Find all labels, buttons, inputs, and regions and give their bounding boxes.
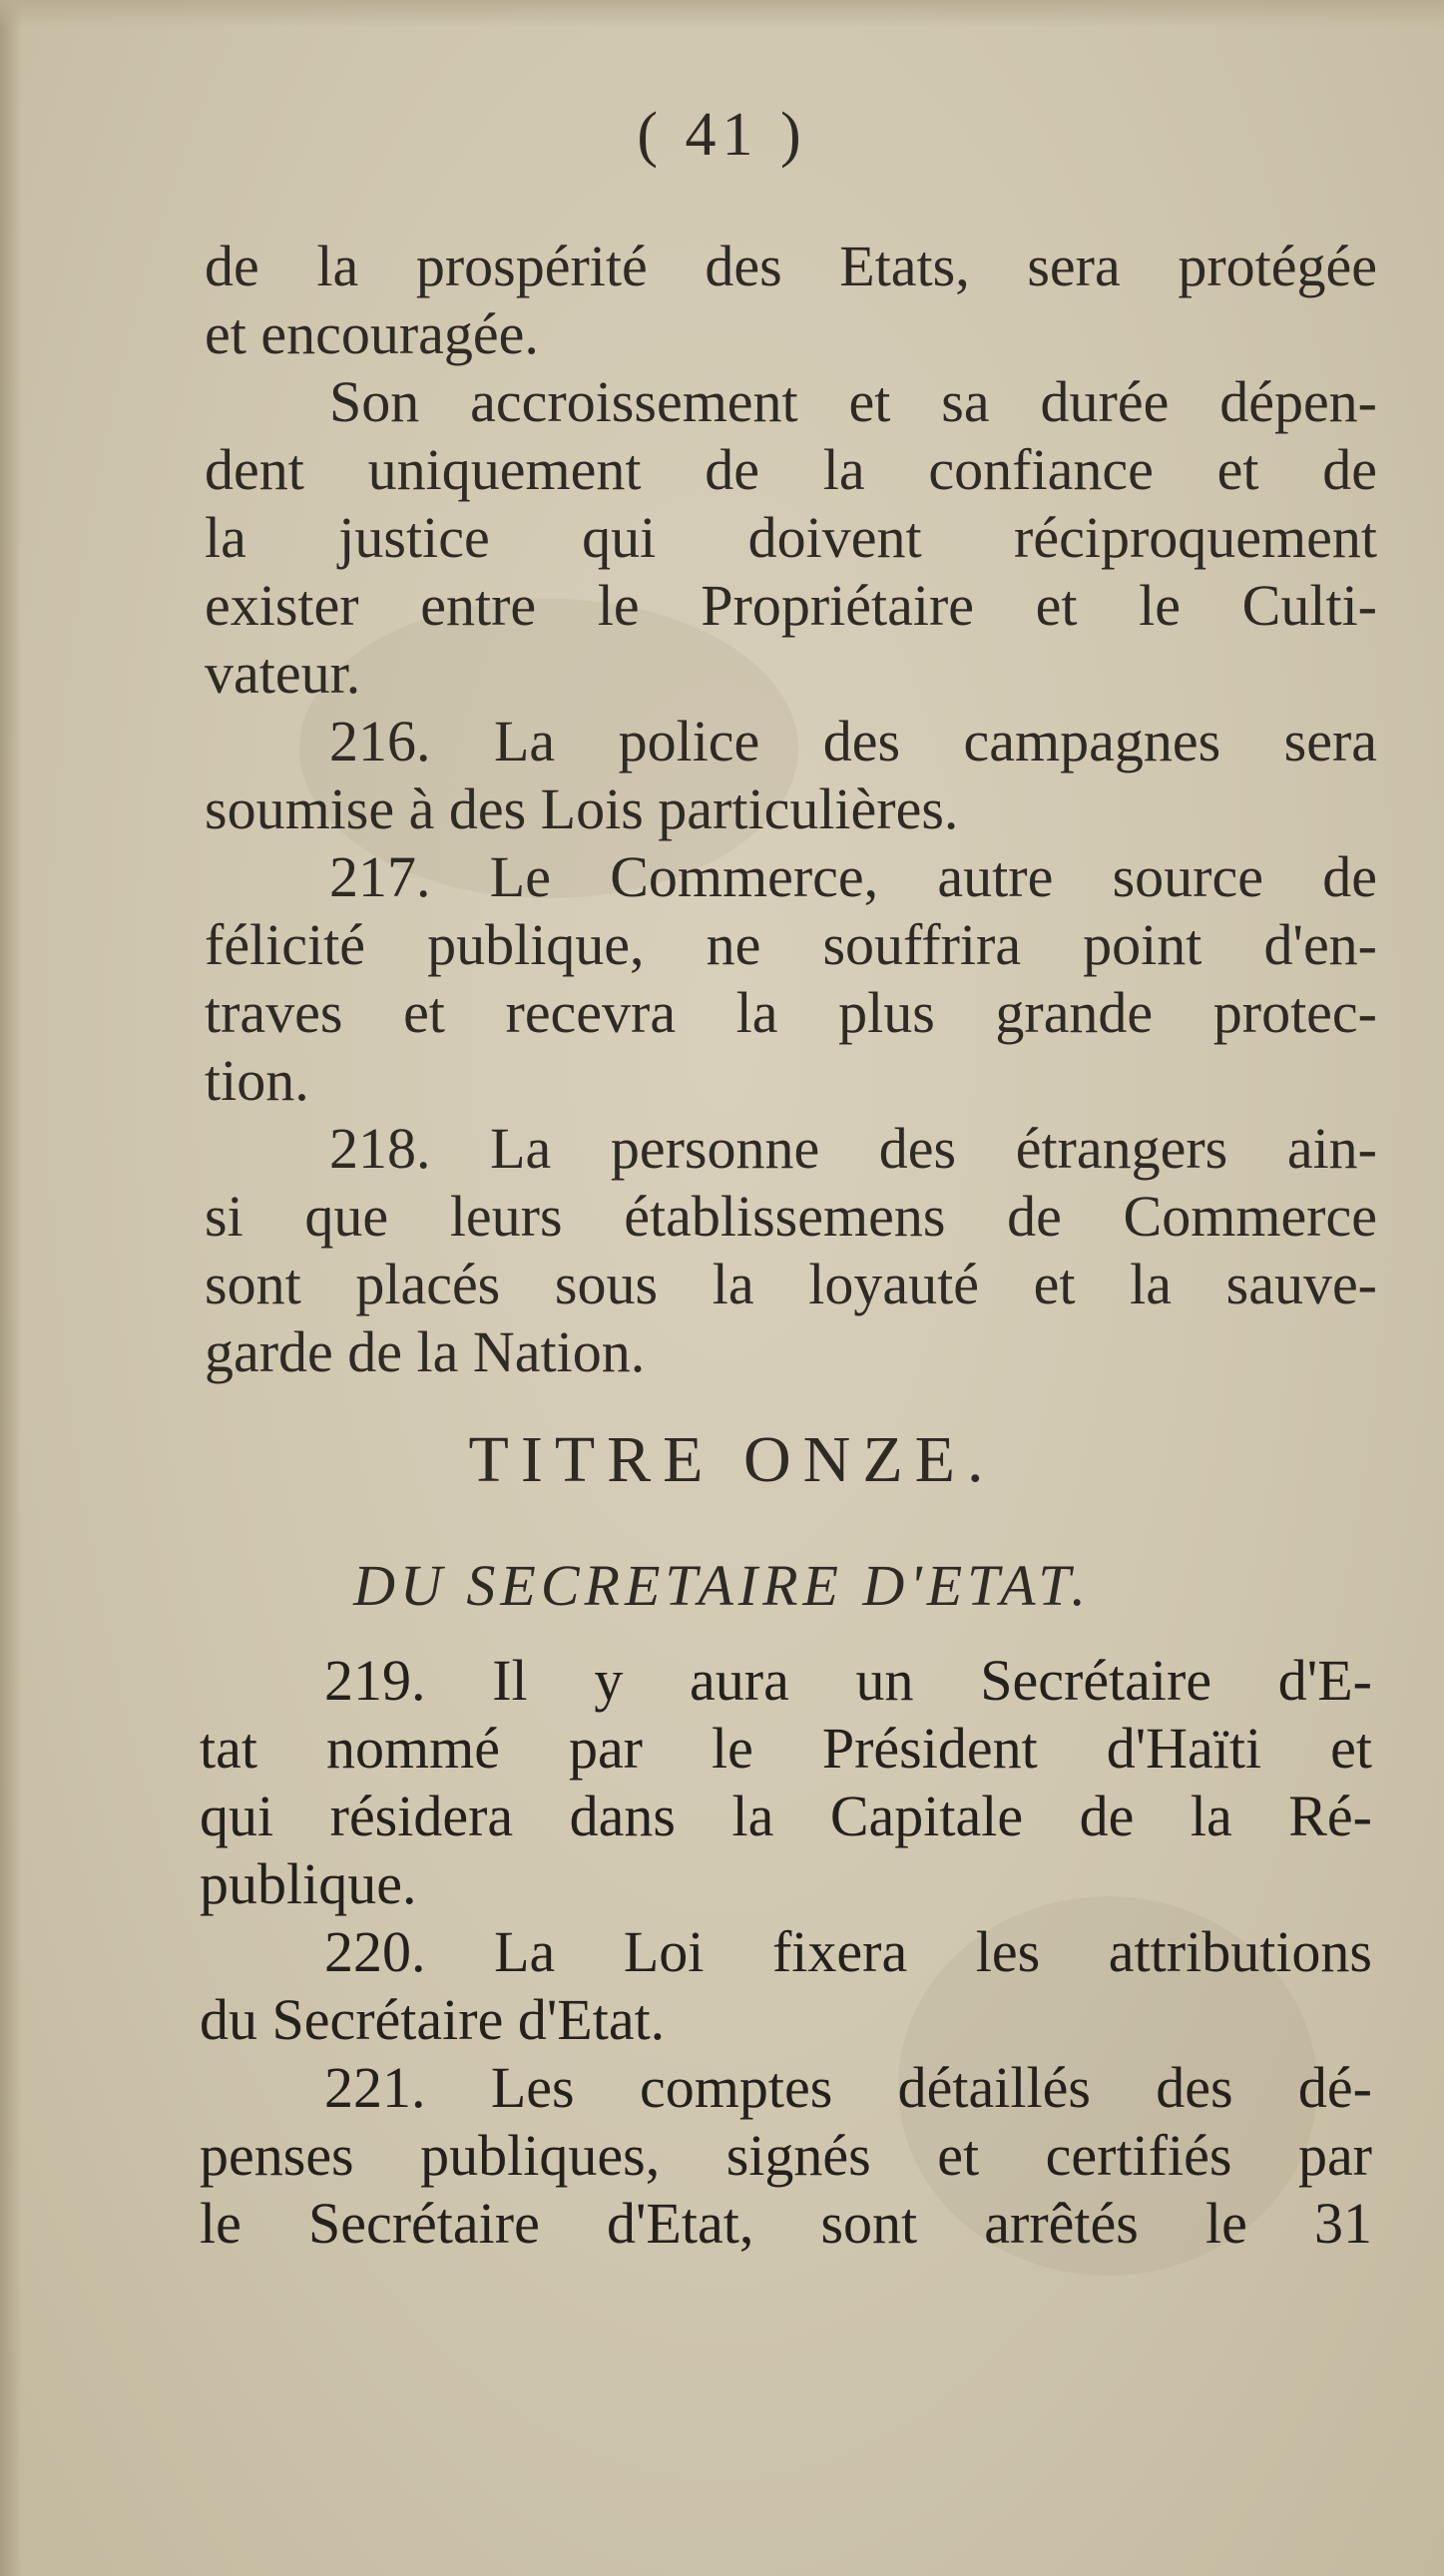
text-line: garde de la Nation.	[205, 1319, 646, 1384]
section-text	[200, 1647, 1372, 2258]
article-217-line: 217. Le Commerce, autre source de	[329, 844, 1377, 909]
text-line: de la prospérité des Etats, sera protégée	[205, 234, 1377, 298]
section-title: TITRE ONZE.	[468, 1423, 996, 1496]
text-line: félicité publique, ne souffrira point d'en-	[205, 912, 1377, 977]
text-line: soumise à des Lois particulières.	[205, 776, 959, 841]
text-line: si que leurs établissemens de Commerce	[205, 1184, 1377, 1249]
text-line: penses publiques, signés et certifiés par	[200, 2123, 1372, 2188]
text-line: traves et recevra la plus grande protec-	[205, 980, 1377, 1045]
text-line: du Secrétaire d'Etat.	[200, 1987, 666, 2052]
article-216-line: 216. La police des campagnes sera	[329, 709, 1377, 773]
article-221-line: 221. Les comptes détaillés des dé-	[324, 2055, 1372, 2120]
body-text	[205, 233, 1377, 1386]
page-number: ( 41 )	[637, 101, 807, 169]
text-line: la justice qui doivent réciproquement	[205, 505, 1377, 570]
article-219-line: 219. Il y aura un Secrétaire d'E-	[324, 1648, 1372, 1713]
text-line: sont placés sous la loyauté et la sauve-	[205, 1252, 1377, 1316]
text-line: qui résidera dans la Capitale de la Ré-	[200, 1784, 1372, 1848]
text-line: Son accroissement et sa durée dépen-	[329, 369, 1377, 434]
text-line: le Secrétaire d'Etat, sont arrêtés le 31	[200, 2191, 1372, 2256]
text-line: dent uniquement de la confiance et de	[205, 437, 1377, 502]
section-subtitle: DU SECRETAIRE D'ETAT.	[353, 1553, 1091, 1618]
page-top-shadow	[0, 0, 1444, 28]
text-line: vateur.	[205, 641, 361, 706]
text-line: exister entre le Propriétaire et le Culti-	[205, 573, 1377, 638]
text-line: tat nommé par le Président d'Haïti et	[200, 1716, 1372, 1781]
article-220-line: 220. La Loi fixera les attributions	[324, 1919, 1372, 1984]
text-line: et encouragée.	[205, 301, 539, 366]
text-line: tion.	[205, 1048, 309, 1113]
article-218-line: 218. La personne des étrangers ain-	[329, 1116, 1377, 1181]
text-line: publique.	[200, 1851, 417, 1916]
page-edge-shadow	[0, 0, 22, 2576]
